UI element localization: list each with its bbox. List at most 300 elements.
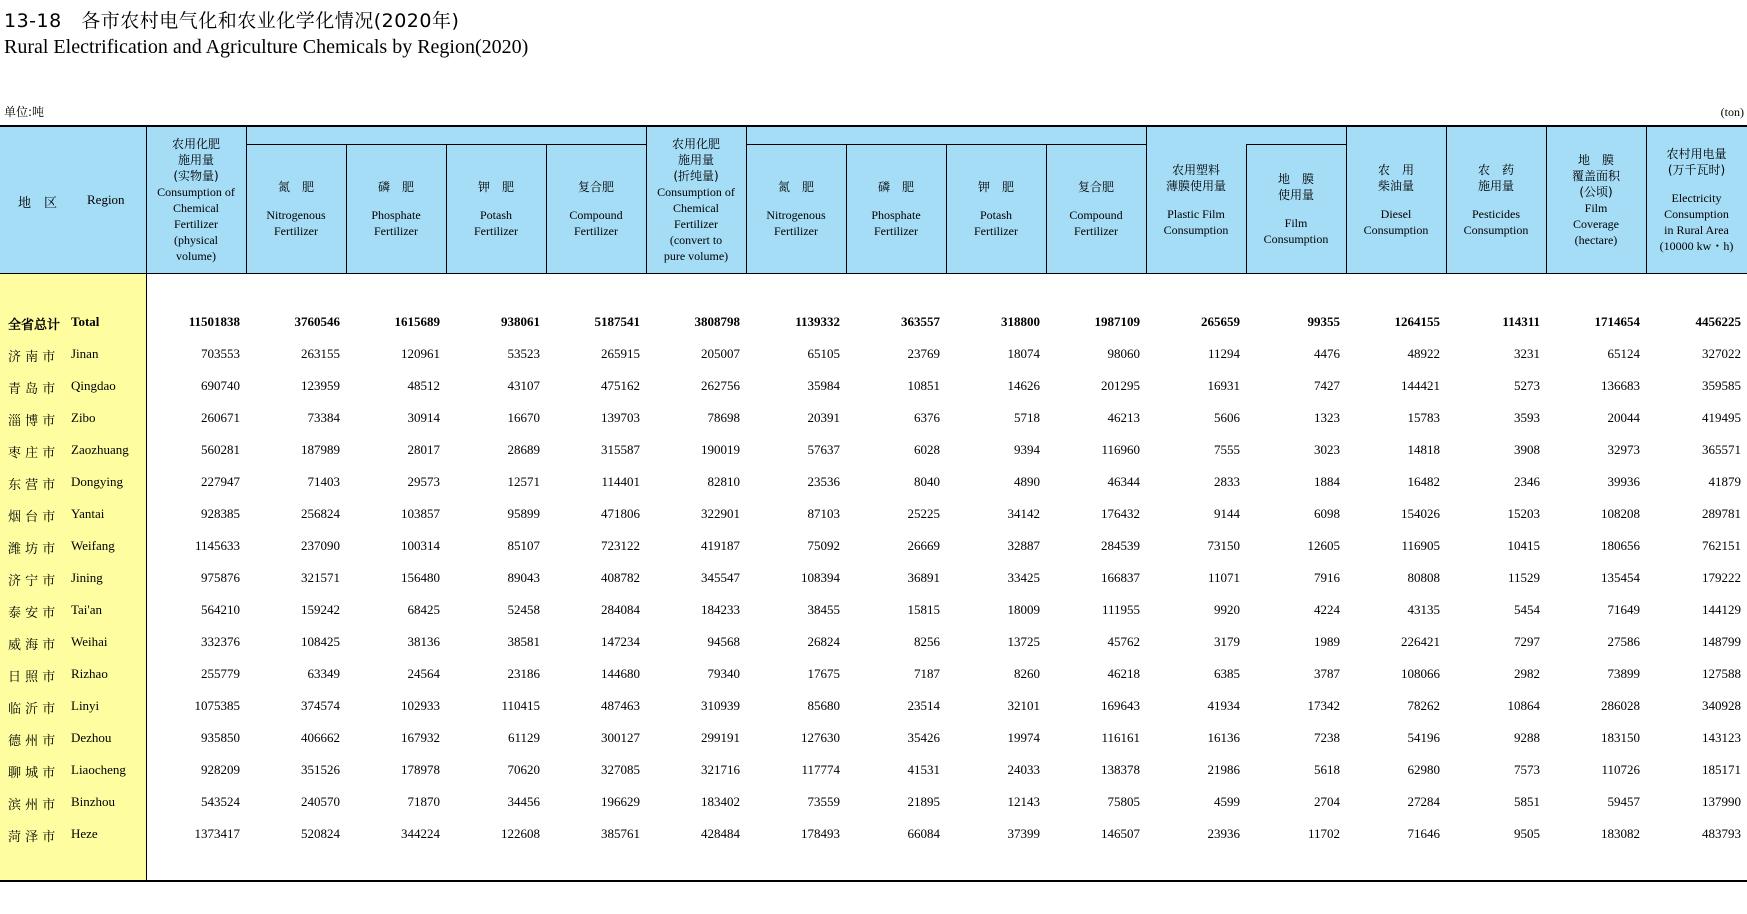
- table-cell: 256824: [301, 506, 340, 521]
- table-cell: 135454: [1601, 570, 1640, 585]
- table-cell: 41934: [1207, 698, 1240, 713]
- unit-label-english: (ton): [1720, 105, 1744, 119]
- table-cell: 23186: [507, 666, 540, 681]
- table-cell: 23769: [907, 346, 940, 361]
- table-title-chinese: 13-18 各市农村电气化和农业化学化情况(2020年): [4, 10, 460, 32]
- table-cell: 78262: [1407, 698, 1440, 713]
- table-cell: 108066: [1401, 666, 1440, 681]
- table-cell: 315587: [601, 442, 640, 457]
- table-cell: 27284: [1407, 794, 1440, 809]
- table-cell: 26669: [907, 538, 940, 553]
- header-mulch-film: [1246, 144, 1346, 273]
- header-en-line: Fertilizer: [674, 217, 718, 231]
- header-en-line: Plastic Film: [1167, 207, 1225, 221]
- header-en-line: Nitrogenous: [766, 207, 826, 222]
- table-cell: 265915: [601, 346, 640, 361]
- table-cell: 137990: [1702, 794, 1741, 809]
- table-cell: 185171: [1702, 762, 1741, 777]
- table-cell: 187989: [301, 442, 340, 457]
- table-cell: 176432: [1101, 506, 1140, 521]
- table-cell: 17675: [807, 666, 840, 681]
- table-cell: 322901: [701, 506, 740, 521]
- table-cell: 108425: [301, 634, 340, 649]
- header-diesel: [1346, 127, 1446, 273]
- table-cell: 11501838: [188, 314, 240, 329]
- header-en-line: Fertilizer: [774, 223, 818, 238]
- header-en-line: (convert to: [669, 233, 723, 247]
- unit-label-chinese: 单位:吨: [4, 105, 45, 119]
- table-row: [0, 497, 1747, 529]
- table-cell: 1323: [1314, 410, 1340, 425]
- table-cell: 15783: [1407, 410, 1440, 425]
- table-cell: 11702: [1307, 826, 1340, 841]
- table-cell: 2833: [1214, 474, 1240, 489]
- table-cell: 27586: [1607, 634, 1640, 649]
- region-name-chinese: 枣 庄 市: [8, 446, 56, 461]
- table-cell: 16670: [507, 410, 540, 425]
- table-cell: 262756: [701, 378, 740, 393]
- table-cell: 99355: [1307, 314, 1340, 329]
- table-cell: 68425: [407, 602, 440, 617]
- header-en-line: Consumption: [1163, 223, 1229, 237]
- region-name-chinese: 烟 台 市: [8, 510, 56, 525]
- region-name-chinese: 滨 州 市: [8, 798, 56, 813]
- header-en-line: Electricity: [1671, 191, 1722, 205]
- table-cell: 85680: [807, 698, 840, 713]
- table-cell: 30914: [407, 410, 440, 425]
- table-cell: 71870: [407, 794, 440, 809]
- table-cell: 46218: [1107, 666, 1140, 681]
- table-cell: 3231: [1514, 346, 1540, 361]
- table-cell: 2982: [1514, 666, 1540, 681]
- table-cell: 240570: [301, 794, 340, 809]
- header-cn-line: (实物量): [173, 169, 219, 183]
- table-cell: 102933: [401, 698, 440, 713]
- table-cell: 723122: [601, 538, 640, 553]
- header-cn-line: 柴油量: [1377, 179, 1414, 193]
- region-name-english: Tai'an: [71, 602, 103, 617]
- table-cell: 73150: [1207, 538, 1240, 553]
- table-cell: 11294: [1207, 346, 1240, 361]
- table-row: [0, 785, 1747, 817]
- header-en-line: Potash: [979, 207, 1012, 222]
- table-cell: 75805: [1107, 794, 1140, 809]
- table-cell: 7297: [1514, 634, 1540, 649]
- table-cell: 1145633: [194, 538, 240, 553]
- table-cell: 71649: [1607, 602, 1640, 617]
- table-cell: 300127: [601, 730, 640, 745]
- table-cell: 87103: [807, 506, 840, 521]
- header-cn-line: 复合肥: [1077, 179, 1114, 194]
- header-en-line: Diesel: [1380, 207, 1412, 221]
- table-cell: 184233: [701, 602, 740, 617]
- table-cell: 487463: [601, 698, 640, 713]
- table-cell: 8040: [914, 474, 940, 489]
- table-cell: 975876: [201, 570, 240, 585]
- table-cell: 260671: [201, 410, 240, 425]
- table-cell: 80808: [1407, 570, 1440, 585]
- table-cell: 1075385: [194, 698, 240, 713]
- table-cell: 321571: [301, 570, 340, 585]
- region-name-english: Jinan: [71, 346, 99, 361]
- table-cell: 38455: [807, 602, 840, 617]
- region-name-english: Total: [71, 314, 100, 329]
- header-cn-line: 施用量: [1477, 179, 1514, 193]
- table-cell: 16931: [1207, 378, 1240, 393]
- header-en-line: Phosphate: [871, 207, 921, 222]
- table-cell: 762151: [1702, 538, 1741, 553]
- region-name-chinese: 济 宁 市: [8, 574, 56, 589]
- table-cell: 143123: [1702, 730, 1741, 745]
- table-cell: 127630: [801, 730, 840, 745]
- table-cell: 6098: [1314, 506, 1340, 521]
- table-cell: 32973: [1607, 442, 1640, 457]
- table-cell: 71646: [1407, 826, 1440, 841]
- table-cell: 263155: [301, 346, 340, 361]
- table-cell: 9144: [1214, 506, 1240, 521]
- table-cell: 12571: [507, 474, 540, 489]
- table-row: [0, 753, 1747, 785]
- table-cell: 344224: [401, 826, 440, 841]
- table-cell: 70620: [507, 762, 540, 777]
- header-nitrogenous-pure: [746, 144, 846, 273]
- table-row: [0, 657, 1747, 689]
- region-name-english: Jining: [71, 570, 103, 585]
- table-cell: 10851: [907, 378, 940, 393]
- header-phosphate: [346, 144, 446, 273]
- header-cn-line: 磷 肥: [377, 179, 414, 194]
- table-cell: 359585: [1702, 378, 1741, 393]
- table-cell: 122608: [501, 826, 540, 841]
- table-cell: 6385: [1214, 666, 1240, 681]
- table-cell: 419495: [1702, 410, 1741, 425]
- header-en-line: (physical: [174, 233, 218, 247]
- table-cell: 25225: [907, 506, 940, 521]
- header-en-line: Fertilizer: [374, 223, 418, 238]
- table-cell: 7187: [914, 666, 940, 681]
- table-cell: 2704: [1314, 794, 1340, 809]
- table-cell: 4890: [1014, 474, 1040, 489]
- table-cell: 54196: [1407, 730, 1440, 745]
- table-cell: 183402: [701, 794, 740, 809]
- table-cell: 385761: [601, 826, 640, 841]
- table-cell: 20391: [807, 410, 840, 425]
- region-header-english: Region: [87, 192, 125, 207]
- table-row: [0, 337, 1747, 369]
- header-cn-line: 钾 肥: [477, 179, 514, 194]
- header-cn-line: 施用量: [177, 153, 214, 167]
- table-cell: 41531: [907, 762, 940, 777]
- table-cell: 3593: [1514, 410, 1540, 425]
- header-cn-line: 农用化肥: [671, 137, 720, 151]
- table-cell: 110415: [501, 698, 540, 713]
- table-cell: 1884: [1314, 474, 1340, 489]
- table-cell: 48922: [1407, 346, 1440, 361]
- table-cell: 28689: [507, 442, 540, 457]
- table-cell: 159242: [301, 602, 340, 617]
- table-cell: 9394: [1014, 442, 1040, 457]
- header-cn-line: 复合肥: [577, 179, 614, 194]
- table-cell: 2346: [1514, 474, 1540, 489]
- header-film-coverage: [1546, 127, 1646, 273]
- table-cell: 138378: [1101, 762, 1140, 777]
- header-cn-line: 钾 肥: [977, 179, 1014, 194]
- table-cell: 114401: [601, 474, 640, 489]
- header-cn-line: 薄膜使用量: [1165, 179, 1226, 193]
- table-cell: 103857: [401, 506, 440, 521]
- table-cell: 167932: [401, 730, 440, 745]
- table-cell: 4456225: [1695, 314, 1741, 329]
- table-cell: 17342: [1307, 698, 1340, 713]
- table-cell: 408782: [601, 570, 640, 585]
- table-cell: 154026: [1401, 506, 1440, 521]
- table-cell: 12605: [1307, 538, 1340, 553]
- table-cell: 3179: [1214, 634, 1240, 649]
- table-cell: 73384: [307, 410, 340, 425]
- header-en-line: in Rural Area: [1664, 223, 1729, 237]
- table-cell: 3908: [1514, 442, 1540, 457]
- table-row: [0, 401, 1747, 433]
- header-en-line: Consumption: [1263, 231, 1329, 246]
- table-row: [0, 721, 1747, 753]
- table-cell: 20044: [1607, 410, 1640, 425]
- region-name-chinese: 日 照 市: [8, 670, 56, 685]
- table-cell: 89043: [507, 570, 540, 585]
- header-potash-pure: [946, 144, 1046, 273]
- header-fertilizer-pure: [646, 127, 746, 273]
- table-cell: 5606: [1214, 410, 1240, 425]
- table-cell: 8260: [1014, 666, 1040, 681]
- table-cell: 23936: [1207, 826, 1240, 841]
- region-name-english: Linyi: [71, 698, 100, 713]
- table-cell: 108394: [801, 570, 840, 585]
- bottom-rule: [0, 880, 1747, 882]
- region-name-chinese: 济 南 市: [8, 350, 56, 365]
- header-compound-pure: [1046, 144, 1146, 273]
- table-cell: 146507: [1101, 826, 1140, 841]
- region-name-chinese: 淄 博 市: [8, 414, 56, 429]
- table-cell: 37399: [1007, 826, 1040, 841]
- table-cell: 116161: [1101, 730, 1140, 745]
- table-cell: 94568: [707, 634, 740, 649]
- header-en-line: Fertilizer: [474, 223, 518, 238]
- table-cell: 11529: [1507, 570, 1540, 585]
- header-en-line: Fertilizer: [874, 223, 918, 238]
- table-cell: 4599: [1214, 794, 1240, 809]
- table-cell: 935850: [201, 730, 240, 745]
- table-cell: 75092: [807, 538, 840, 553]
- table-row: [0, 433, 1747, 465]
- header-cn-line: 使用量: [1277, 187, 1314, 202]
- table-cell: 43107: [507, 378, 540, 393]
- table-cell: 690740: [201, 378, 240, 393]
- table-cell: 21895: [907, 794, 940, 809]
- table-cell: 24033: [1007, 762, 1040, 777]
- table-cell: 428484: [701, 826, 740, 841]
- region-name-chinese: 菏 泽 市: [8, 830, 56, 845]
- table-cell: 28017: [407, 442, 440, 457]
- table-cell: 144129: [1702, 602, 1741, 617]
- table-cell: 114311: [1502, 314, 1540, 329]
- table-cell: 703553: [201, 346, 240, 361]
- table-cell: 406662: [301, 730, 340, 745]
- table-cell: 65124: [1607, 346, 1640, 361]
- table-cell: 178978: [401, 762, 440, 777]
- header-phosphate-pure: [846, 144, 946, 273]
- table-row: [0, 593, 1747, 625]
- table-cell: 116905: [1401, 538, 1440, 553]
- table-cell: 183150: [1601, 730, 1640, 745]
- header-electricity: [1646, 127, 1747, 273]
- table-cell: 108208: [1601, 506, 1640, 521]
- header-cn-line: (公顷): [1579, 185, 1613, 199]
- table-cell: 205007: [701, 346, 740, 361]
- header-en-line: Chemical: [173, 201, 219, 215]
- region-name-english: Dezhou: [71, 730, 112, 745]
- header-en-line: (10000 kw・h): [1659, 239, 1734, 253]
- table-cell: 299191: [701, 730, 740, 745]
- table-row: [0, 625, 1747, 657]
- table-cell: 237090: [301, 538, 340, 553]
- table-cell: 136683: [1601, 378, 1640, 393]
- table-cell: 6028: [914, 442, 940, 457]
- table-cell: 560281: [201, 442, 240, 457]
- table-cell: 34456: [507, 794, 540, 809]
- header-cn-line: 农用塑料: [1171, 163, 1220, 177]
- table-cell: 471806: [601, 506, 640, 521]
- region-name-english: Binzhou: [71, 794, 116, 809]
- table-cell: 201295: [1101, 378, 1140, 393]
- header-cn-line: 磷 肥: [877, 179, 914, 194]
- header-cn-line: 施用量: [677, 153, 714, 167]
- total-row: [0, 305, 1747, 337]
- region-name-chinese: 青 岛 市: [8, 382, 56, 397]
- table-cell: 351526: [301, 762, 340, 777]
- table-cell: 24564: [407, 666, 440, 681]
- table-cell: 48512: [407, 378, 440, 393]
- table-cell: 16136: [1207, 730, 1240, 745]
- table-cell: 82810: [707, 474, 740, 489]
- table-cell: 15203: [1507, 506, 1540, 521]
- table-cell: 9505: [1514, 826, 1540, 841]
- table-cell: 34142: [1007, 506, 1040, 521]
- table-cell: 5187541: [594, 314, 640, 329]
- table-cell: 1989: [1314, 634, 1340, 649]
- header-cn-line: 地 膜: [1277, 171, 1314, 186]
- region-name-english: Heze: [71, 826, 98, 841]
- table-cell: 147234: [601, 634, 640, 649]
- table-cell: 156480: [401, 570, 440, 585]
- header-en-line: Consumption: [1363, 223, 1429, 237]
- table-cell: 53523: [507, 346, 540, 361]
- table-cell: 13725: [1007, 634, 1040, 649]
- table-cell: 123959: [301, 378, 340, 393]
- table-cell: 345547: [701, 570, 740, 585]
- header-en-line: Film: [1584, 201, 1608, 215]
- table-cell: 21986: [1207, 762, 1240, 777]
- table-cell: 374574: [301, 698, 340, 713]
- table-row: [0, 465, 1747, 497]
- region-name-english: Yantai: [71, 506, 105, 521]
- table-cell: 16482: [1407, 474, 1440, 489]
- table-cell: 98060: [1107, 346, 1140, 361]
- header-bottom-line: [0, 273, 1747, 274]
- table-cell: 35984: [807, 378, 840, 393]
- table-cell: 7916: [1314, 570, 1340, 585]
- table-cell: 26824: [807, 634, 840, 649]
- table-cell: 10864: [1507, 698, 1540, 713]
- table-cell: 148799: [1702, 634, 1741, 649]
- table-cell: 38136: [407, 634, 440, 649]
- table-cell: 36891: [907, 570, 940, 585]
- table-cell: 4476: [1314, 346, 1340, 361]
- table-cell: 23536: [807, 474, 840, 489]
- region-name-english: Zaozhuang: [71, 442, 129, 457]
- table-cell: 166837: [1101, 570, 1140, 585]
- header-en-line: Consumption: [1664, 207, 1729, 221]
- region-name-english: Liaocheng: [71, 762, 126, 777]
- table-cell: 1264155: [1394, 314, 1440, 329]
- table-cell: 19974: [1007, 730, 1040, 745]
- header-en-line: Fertilizer: [174, 217, 218, 231]
- table-cell: 7427: [1314, 378, 1340, 393]
- table-cell: 117774: [801, 762, 840, 777]
- region-name-english: Dongying: [71, 474, 123, 489]
- table-cell: 14818: [1407, 442, 1440, 457]
- table-cell: 100314: [401, 538, 440, 553]
- header-en-line: volume): [176, 249, 216, 263]
- table-cell: 483793: [1702, 826, 1741, 841]
- table-cell: 520824: [301, 826, 340, 841]
- header-en-line: (hectare): [1574, 233, 1618, 247]
- region-name-english: Weifang: [71, 538, 115, 553]
- table-cell: 7238: [1314, 730, 1340, 745]
- table-cell: 95899: [507, 506, 540, 521]
- table-cell: 144680: [601, 666, 640, 681]
- table-cell: 284539: [1101, 538, 1140, 553]
- header-cn-line: (折纯量): [673, 169, 719, 183]
- table-row: [0, 689, 1747, 721]
- table-cell: 33425: [1007, 570, 1040, 585]
- table-cell: 1139332: [795, 314, 840, 329]
- table-cell: 10415: [1507, 538, 1540, 553]
- header-cn-line: 农 药: [1477, 163, 1514, 177]
- table-cell: 318800: [1001, 314, 1040, 329]
- table-title-english: Rural Electrification and Agriculture Chemicals by Region(2020): [4, 36, 529, 58]
- table-row: [0, 817, 1747, 849]
- table-cell: 178493: [801, 826, 840, 841]
- region-name-chinese: 聊 城 市: [8, 766, 56, 781]
- table-cell: 289781: [1702, 506, 1741, 521]
- table-cell: 45762: [1107, 634, 1140, 649]
- table-cell: 3023: [1314, 442, 1340, 457]
- table-cell: 226421: [1401, 634, 1440, 649]
- table-cell: 18009: [1007, 602, 1040, 617]
- header-potash: [446, 144, 546, 273]
- table-cell: 321716: [701, 762, 740, 777]
- table-cell: 5718: [1014, 410, 1040, 425]
- header-en-line: Nitrogenous: [266, 207, 326, 222]
- table-cell: 928385: [201, 506, 240, 521]
- table-row: [0, 529, 1747, 561]
- table-cell: 180656: [1601, 538, 1640, 553]
- table-cell: 5618: [1314, 762, 1340, 777]
- table-cell: 327085: [601, 762, 640, 777]
- header-pesticides: [1446, 127, 1546, 273]
- table-cell: 73559: [807, 794, 840, 809]
- table-cell: 227947: [201, 474, 240, 489]
- table-cell: 3760546: [294, 314, 340, 329]
